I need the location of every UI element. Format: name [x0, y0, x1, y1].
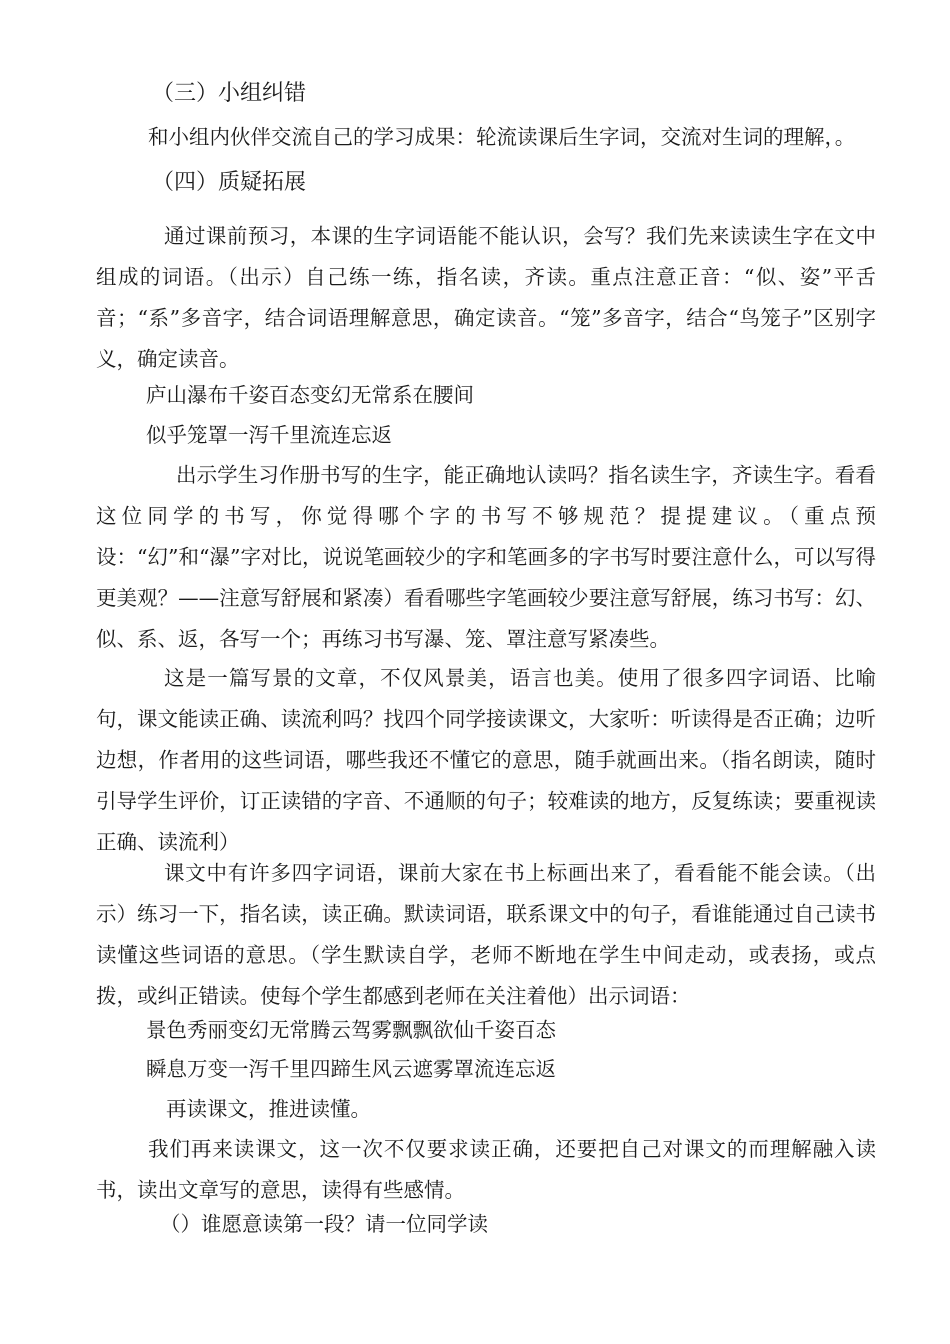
question-first-section: （）谁愿意读第一段？请一位同学读 — [160, 1212, 488, 1236]
paragraph-four-character-words: 课文中有许多四字词语，课前大家在书上标画出来了，看看能不能会读。（出示）练习一下，指名读，读正确。默读词语，联系课文中的句子，看谁能通过自己读书读懂这些词语的意思。（学生默读自学，老师不断地在学生中间走动，或表扬，或点拨，或纠正错读。使每个学生都感到老师在关注着他）出示词语： — [96, 861, 876, 1008]
word-list-4: 瞬息万变一泻千里四蹄生风云遮雾罩流连忘返 — [146, 1057, 556, 1081]
paragraph-writing-practice: 出示学生习作册书写的生字，能正确地认读吗？指名读生字，齐读生字。看看这位同学的书写，你觉得哪个字的书写不够规范？提提建议。（重点预设：“幻”和“瀑”字对比，说说笔画较少的字和笔画多的字书写时要注意什么，可以写得更美观？——注意写舒展和紧凑）看看哪些字笔画较少要注意写舒展，练习书写：幻、似、系、返，各写一个；再练习书写瀑、笼、罩注意写紧凑些。 — [96, 463, 876, 651]
word-list-3: 景色秀丽变幻无常腾云驾雾飘飘欲仙千姿百态 — [146, 1018, 556, 1042]
paragraph-reading-aloud: 这是一篇写景的文章，不仅风景美，语言也美。使用了很多四字词语、比喻句，课文能读正确、读流利吗？找四个同学接读课文，大家听：听读得是否正确；边听边想，作者用的这些词语，哪些我还不懂它的意思，随手就画出来。（指名朗读，随时引导学生评价，订正读错的字音、不通顺的句子；较难读的地方，反复练读；要重视读正确、读流利） — [96, 666, 876, 854]
paragraph-preview-words: 通过课前预习，本课的生字词语能不能认识，会写？我们先来读读生字在文中组成的词语。（出示）自己练一练，指名读，齐读。重点注意正音：“似、姿”平舌音；“系”多音字，结合词语理解意思，确定读音。“笼”多音字，结合“鸟笼子”区别字义，确定读音。 — [96, 224, 876, 371]
group-exchange-line: 和小组内伙伴交流自己的学习成果：轮流读课后生字词，交流对生词的理解，。 — [148, 125, 856, 149]
paragraph-reread: 我们再来读课文，这一次不仅要求读正确，还要把自己对课文的而理解融入读书，读出文章写的意思，读得有些感情。 — [96, 1137, 876, 1202]
reread-heading: 再读课文，推进读懂。 — [166, 1097, 371, 1121]
word-list-1: 庐山瀑布千姿百态变幻无常系在腰间 — [146, 383, 474, 407]
word-list-2: 似乎笼罩一泻千里流连忘返 — [146, 423, 392, 447]
heading-section-3: （三）小组纠错 — [152, 81, 307, 106]
heading-section-4: （四）质疑拓展 — [152, 170, 307, 195]
